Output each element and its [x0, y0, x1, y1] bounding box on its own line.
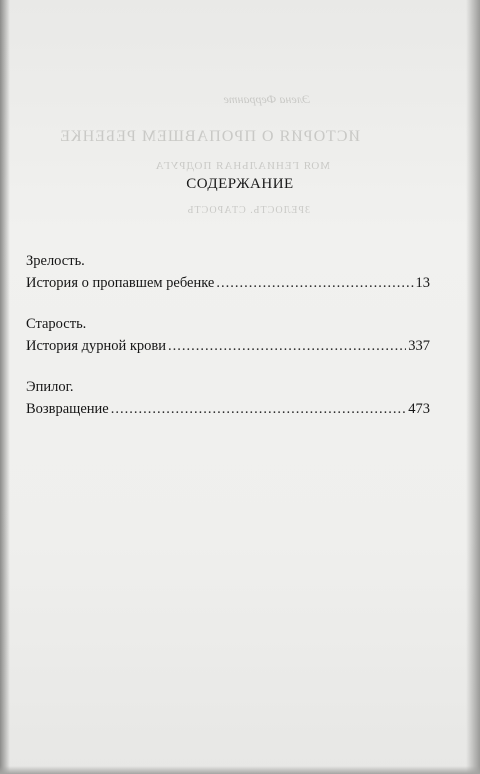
page-edge-bottom: [0, 766, 480, 774]
toc-entry-title: История о пропавшем ребенке: [26, 275, 215, 291]
toc-page-number: 473: [408, 401, 430, 417]
toc-entry-title: Возвращение: [26, 401, 109, 417]
contents-heading: СОДЕРЖАНИЕ: [186, 176, 294, 192]
toc-part-title: Эпилог.: [26, 379, 74, 395]
page-edge-right: [466, 0, 480, 774]
toc-entry-title: История дурной крови: [26, 338, 167, 354]
show-through-series: МОЯ ГЕНИАЛЬНАЯ ПОДРУГА: [154, 160, 330, 172]
dot-leader: [216, 272, 413, 294]
page-edge-left: [0, 0, 10, 774]
show-through-author: Элена Ферранте: [223, 92, 310, 106]
toc-page-number: 337: [408, 338, 430, 354]
toc-part-title: Старость.: [26, 316, 87, 332]
toc-entry[interactable]: [26, 272, 430, 294]
toc-section: [26, 313, 430, 357]
toc-part-title: Зрелость.: [26, 253, 85, 269]
dot-leader: [168, 335, 406, 357]
show-through-title: ИСТОРИЯ О ПРОПАВШЕМ РЕБЕНКЕ: [59, 128, 360, 145]
dot-leader: [111, 398, 407, 420]
show-through-subtitle: ЗРЕЛОСТЬ. СТАРОСТЬ: [186, 205, 310, 216]
toc-entry[interactable]: [26, 335, 430, 357]
toc-section: [26, 376, 430, 420]
toc-entry[interactable]: [26, 398, 430, 420]
toc-page-number: 13: [415, 275, 430, 291]
toc-section: [26, 250, 430, 294]
table-of-contents: [26, 250, 430, 439]
